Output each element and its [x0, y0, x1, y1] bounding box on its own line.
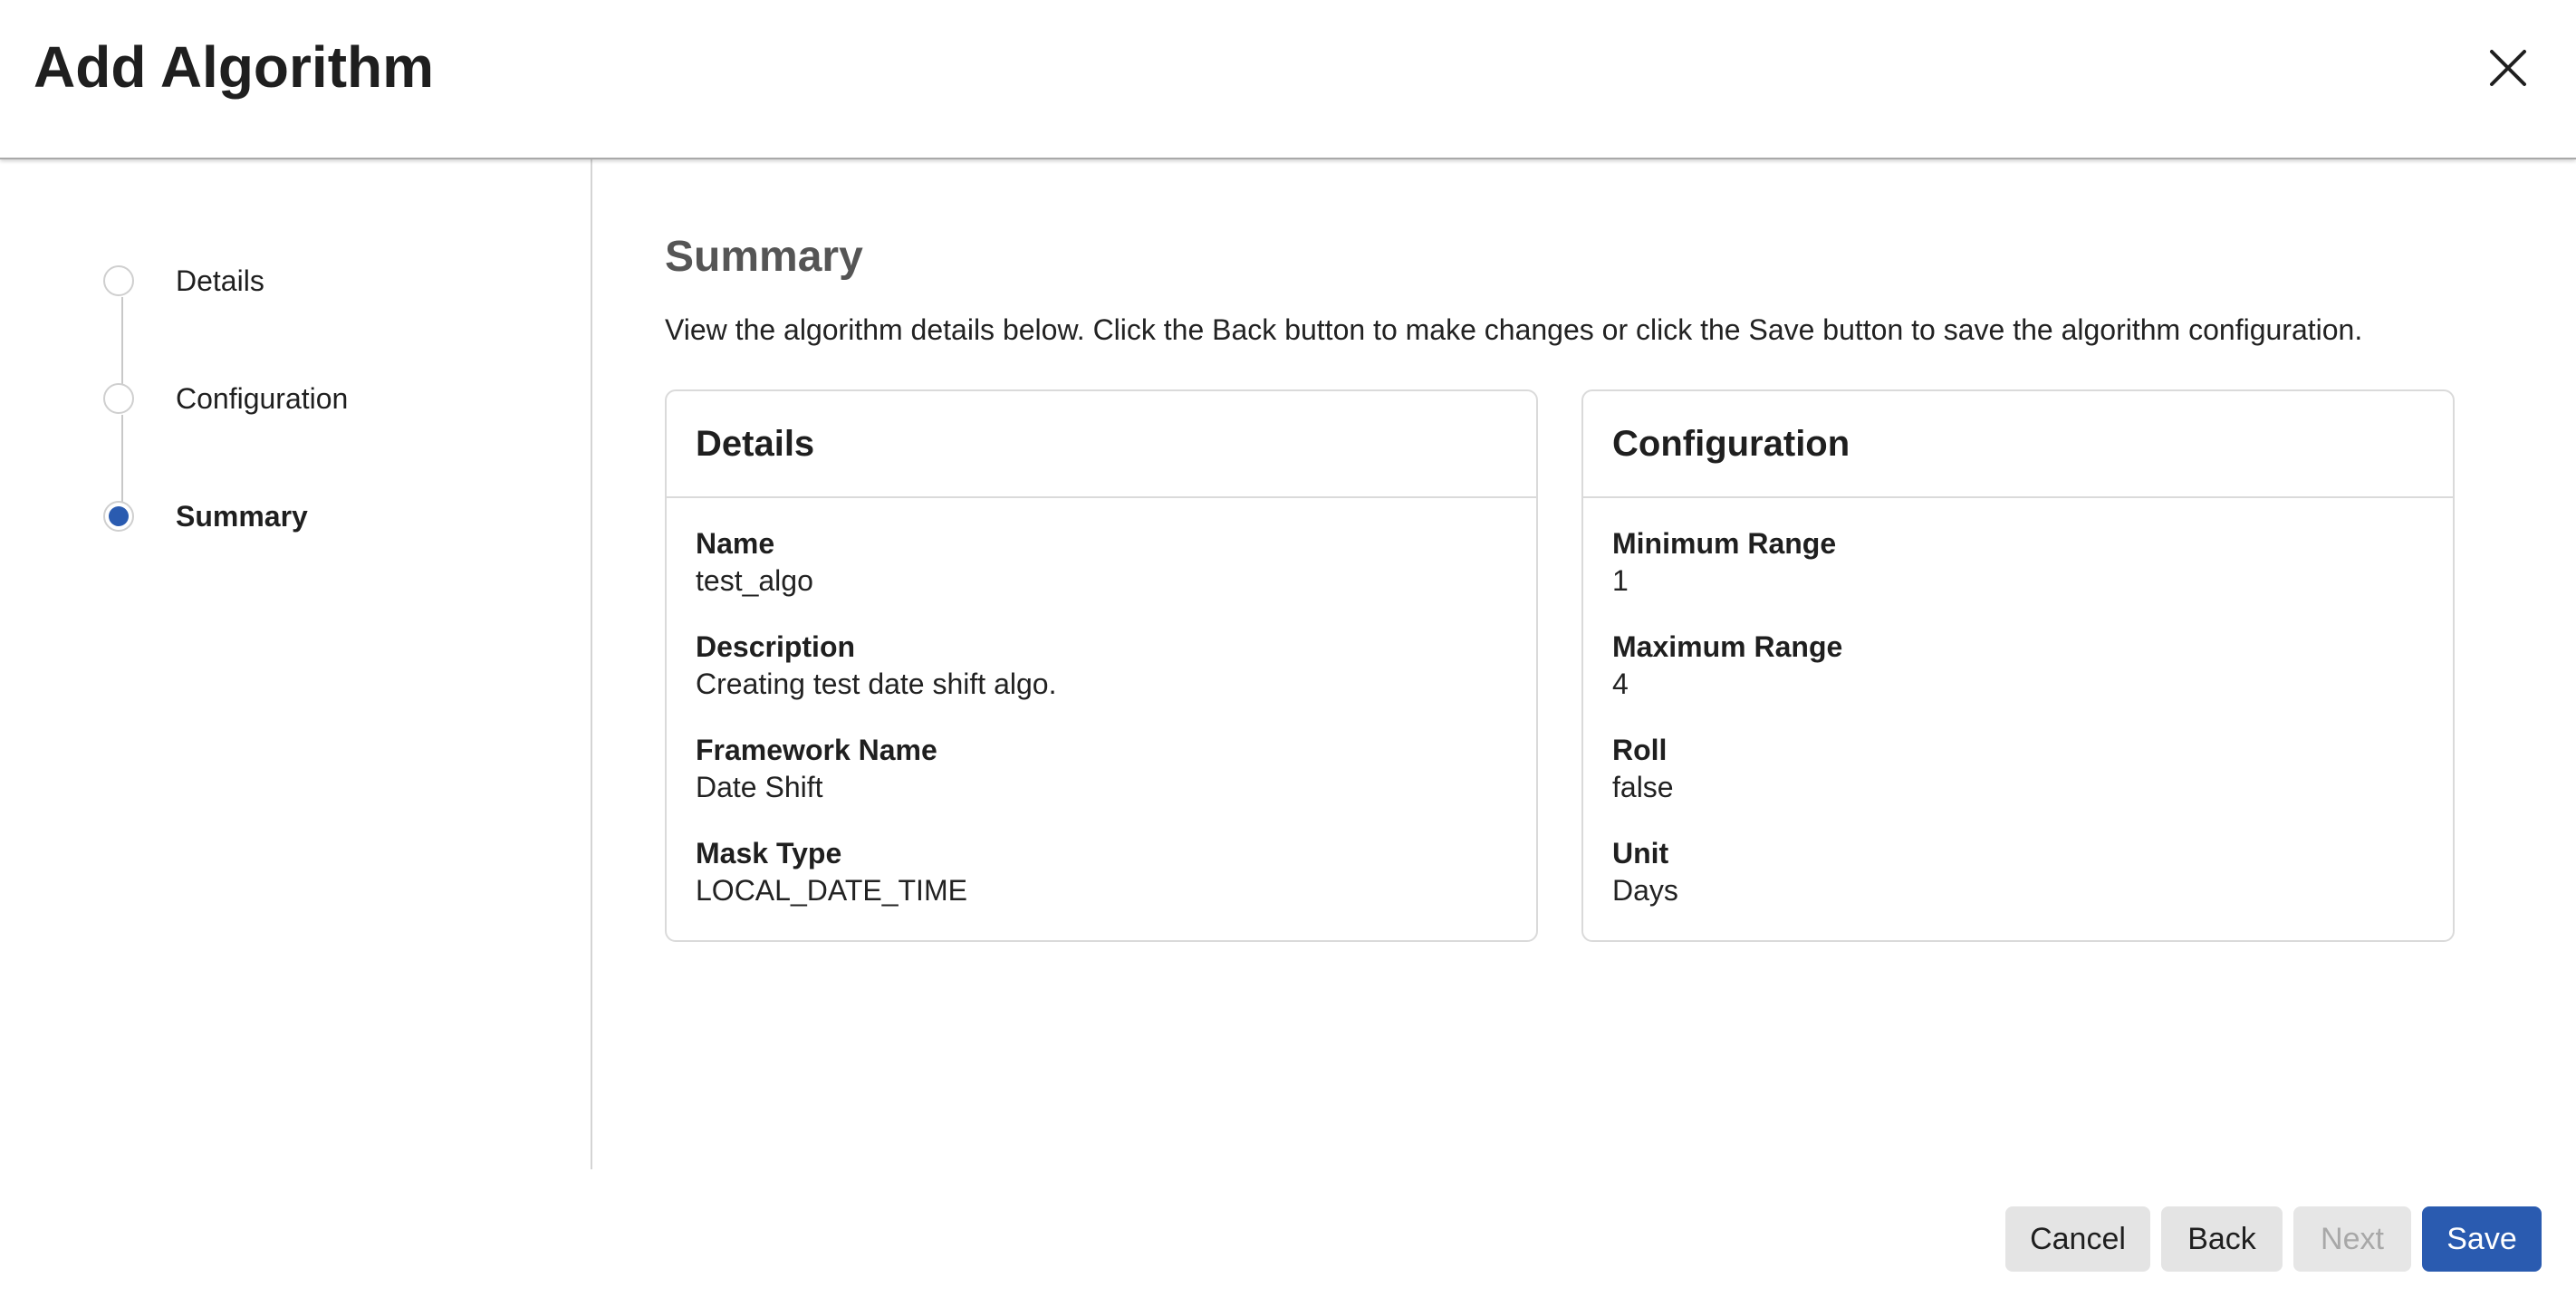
stepper-sidebar	[0, 159, 592, 1169]
card-title: Configuration	[1612, 423, 1850, 464]
dialog-footer	[2005, 1206, 2542, 1272]
step-summary[interactable]	[103, 498, 308, 534]
field-value: false	[1612, 771, 1674, 803]
next-button[interactable]: Next	[2293, 1206, 2411, 1272]
field-name	[696, 525, 1507, 629]
field-value: 4	[1612, 668, 1629, 700]
close-button[interactable]	[2476, 36, 2540, 100]
active-dot-icon	[109, 506, 129, 526]
step-active-icon	[103, 501, 134, 532]
step-configuration[interactable]	[103, 380, 348, 417]
field-label: Name	[696, 527, 775, 560]
card-title: Details	[696, 423, 815, 464]
field-maximum-range	[1612, 629, 2424, 732]
step-circle-icon	[103, 383, 134, 414]
field-minimum-range	[1612, 525, 2424, 629]
card-header	[667, 391, 1536, 498]
step-connector	[121, 297, 123, 384]
step-label: Summary	[176, 499, 308, 533]
field-label: Unit	[1612, 837, 1669, 869]
field-value: Days	[1612, 874, 1678, 907]
cancel-button[interactable]: Cancel	[2005, 1206, 2150, 1272]
close-icon	[2486, 46, 2530, 90]
step-connector	[121, 415, 123, 502]
field-value: Creating test date shift algo.	[696, 668, 1057, 700]
field-label: Maximum Range	[1612, 630, 1843, 663]
field-description	[696, 629, 1507, 732]
card-header	[1583, 391, 2453, 498]
card-body	[1583, 498, 2453, 938]
field-framework-name	[696, 732, 1507, 835]
save-button[interactable]: Save	[2422, 1206, 2542, 1272]
field-roll	[1612, 732, 2424, 835]
field-label: Mask Type	[696, 837, 842, 869]
field-mask-type	[696, 835, 1507, 938]
field-label: Description	[696, 630, 856, 663]
back-button[interactable]: Back	[2161, 1206, 2283, 1272]
configuration-card	[1581, 389, 2455, 942]
field-unit	[1612, 835, 2424, 938]
dialog-title: Add Algorithm	[34, 34, 434, 100]
section-title: Summary	[665, 233, 863, 281]
dialog-header	[0, 0, 2576, 159]
card-body	[667, 498, 1536, 938]
step-label: Details	[176, 264, 264, 297]
field-value: 1	[1612, 564, 1629, 597]
step-details[interactable]	[103, 263, 264, 299]
field-label: Framework Name	[696, 734, 937, 766]
field-label: Roll	[1612, 734, 1668, 766]
field-value: Date Shift	[696, 771, 823, 803]
field-value: test_algo	[696, 564, 813, 597]
section-description: View the algorithm details below. Click the Back button to make changes or click the Save button to save the algorithm configuration.	[665, 313, 2363, 346]
step-label: Configuration	[176, 381, 349, 415]
step-circle-icon	[103, 265, 134, 296]
field-label: Minimum Range	[1612, 527, 1837, 560]
details-card	[665, 389, 1538, 942]
field-value: LOCAL_DATE_TIME	[696, 874, 967, 907]
